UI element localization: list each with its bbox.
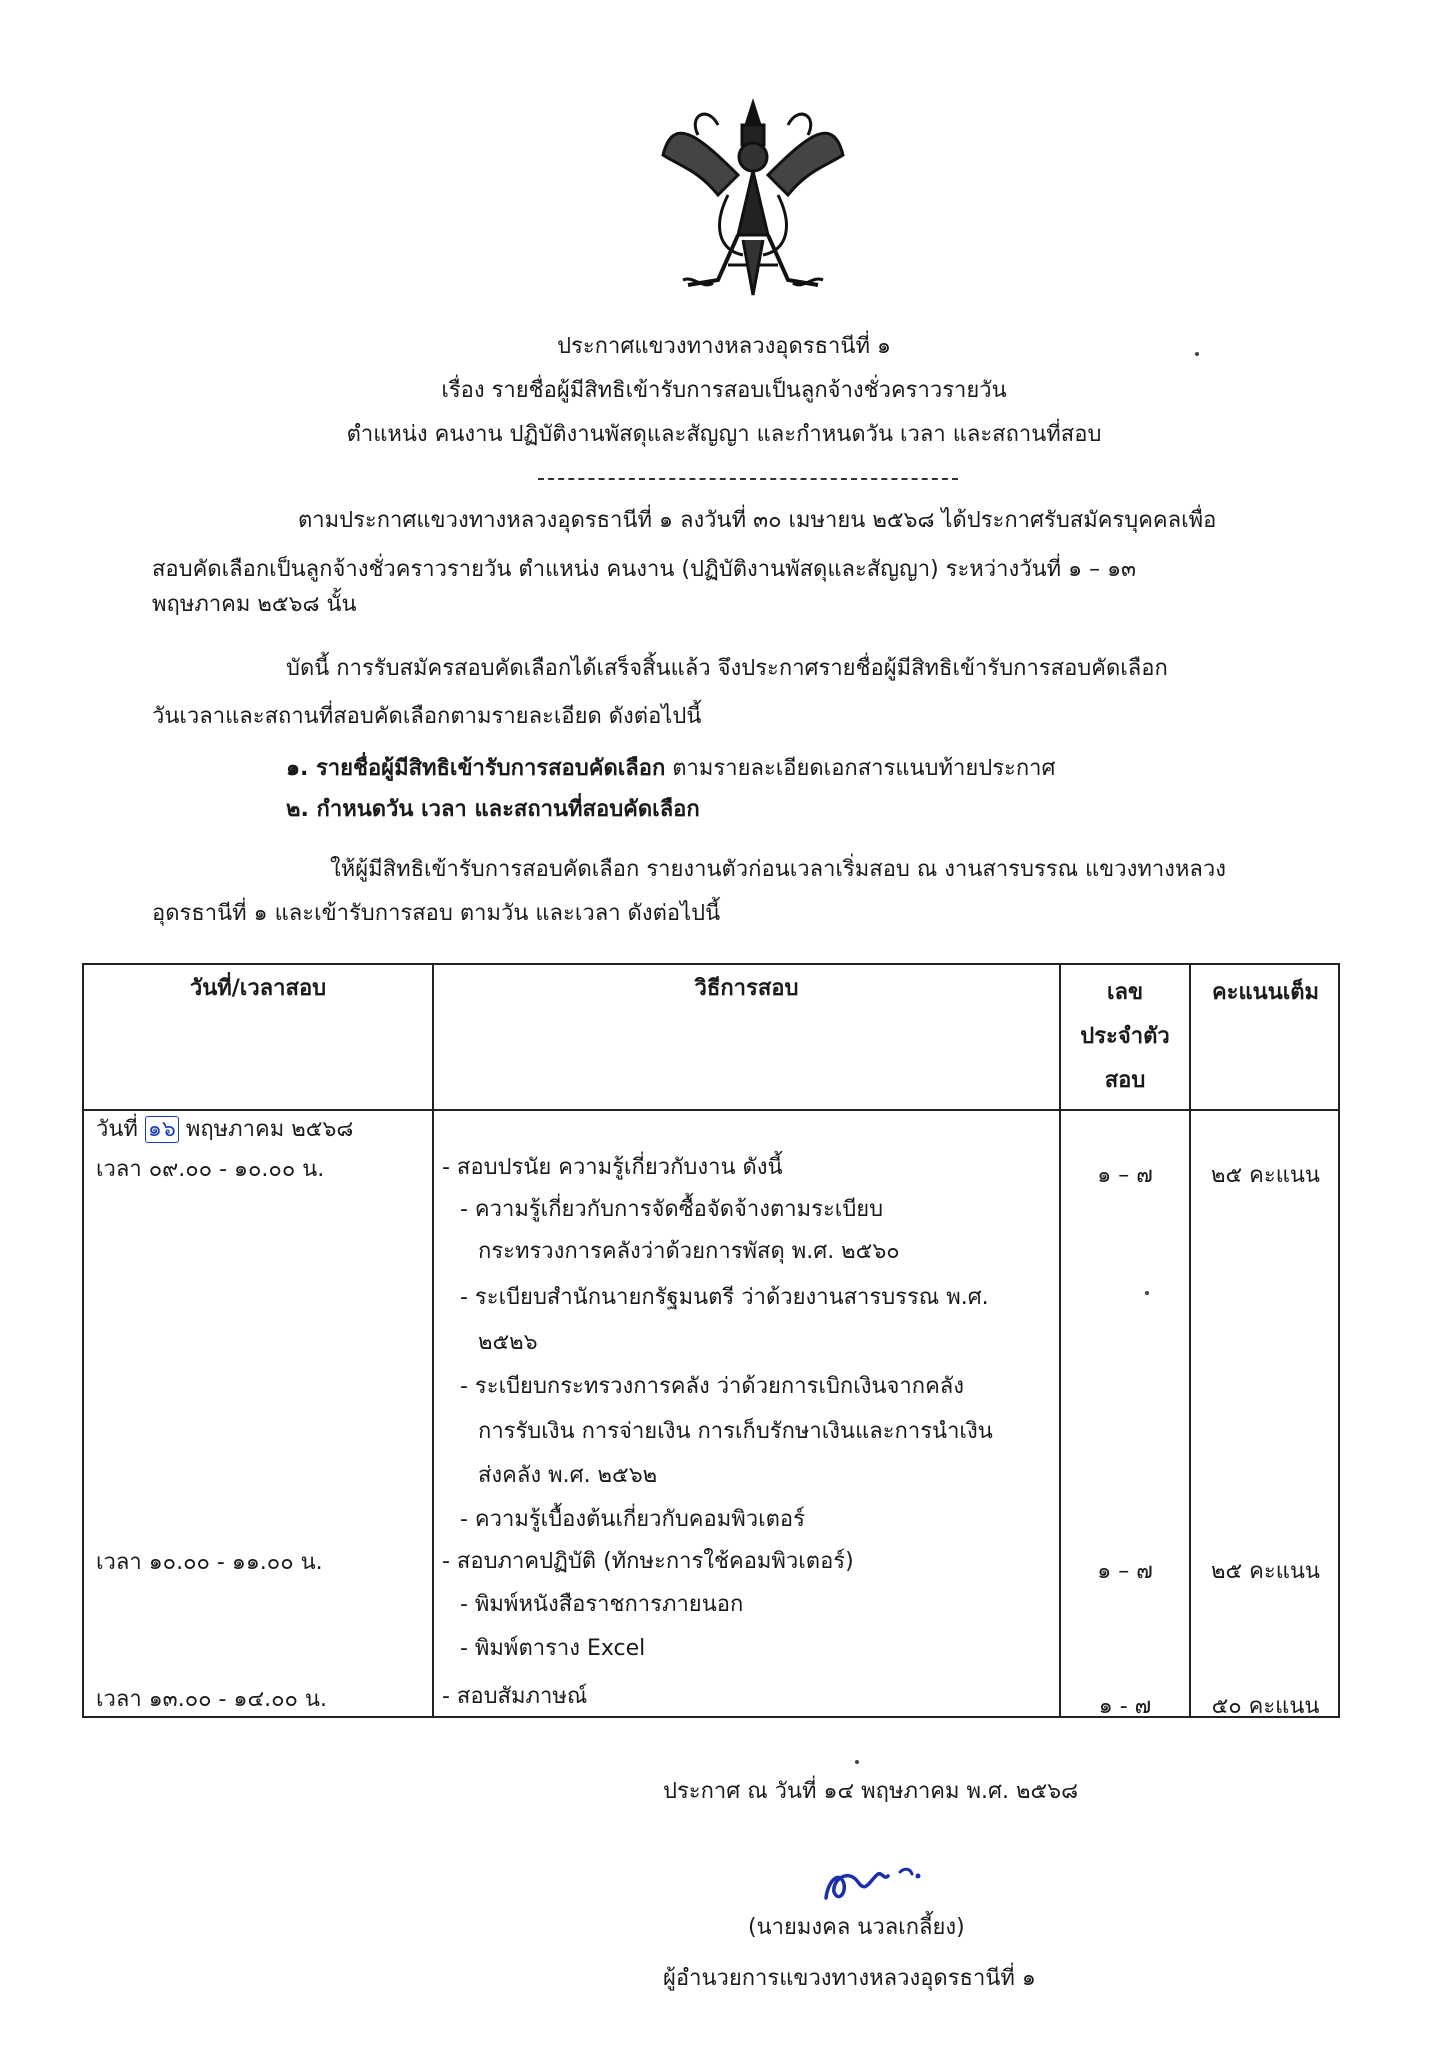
title-divider <box>538 478 958 480</box>
method-line-8: ส่งคลัง พ.ศ. ๒๕๖๒ <box>478 1463 658 1488</box>
time-slot-1: เวลา ๐๙.๐๐ - ๑๐.๐๐ น. <box>96 1157 325 1182</box>
announcement-position: ตำแหน่ง คนงาน ปฏิบัติงานพัสดุและสัญญา และกำหนดวัน เวลา และสถานที่สอบ <box>346 422 1102 447</box>
score-1: ๒๕ คะแนน <box>1211 1163 1320 1188</box>
method-line-4: - ระเบียบสำนักนายกรัฐมนตรี ว่าด้วยงานสารบรรณ พ.ศ. <box>460 1285 989 1310</box>
method-line-1: - สอบปรนัย ความรู้เกี่ยวกับงาน ดังนี้ <box>442 1155 783 1180</box>
paragraph-1-line-1: ตามประกาศแขวงทางหลวงอุดรธานีที่ ๑ ลงวันที่ ๓๐ เมษายน ๒๕๖๘ ได้ประกาศรับสมัครบุคคลเพื่อ <box>298 508 1217 533</box>
announcement-date: ประกาศ ณ วันที่ ๑๔ พฤษภาคม พ.ศ. ๒๕๖๘ <box>663 1779 1079 1804</box>
paragraph-2-line-1: บัดนี้ การรับสมัครสอบคัดเลือกได้เสร็จสิ้นแล้ว จึงประกาศรายชื่อผู้มีสิทธิเข้ารับการสอบคัดเลือก <box>286 656 1168 681</box>
exam-date-rest: พฤษภาคม ๒๕๖๘ <box>178 1117 354 1142</box>
time-slot-3: เวลา ๑๓.๐๐ - ๑๔.๐๐ น. <box>96 1687 327 1712</box>
paragraph-3-line-2: อุดรธานีที่ ๑ และเข้ารับการสอบ ตามวัน และเวลา ดังต่อไปนี้ <box>152 901 721 926</box>
item-1-text: ตามรายละเอียดเอกสารแนบท้ายประกาศ <box>665 756 1056 781</box>
paragraph-1-line-2: สอบคัดเลือกเป็นลูกจ้างชั่วคราวรายวัน ตำแหน่ง คนงาน (ปฏิบัติงานพัสดุและสัญญา) ระหว่างวันที่ ๑ – ๑๓ <box>152 557 1137 582</box>
signature-image <box>818 1850 958 1910</box>
method-line-13: - สอบสัมภาษณ์ <box>442 1684 588 1709</box>
signer-name: (นายมงคล นวลเกลี้ยง) <box>748 1915 965 1940</box>
item-1-heading: ๑. รายชื่อผู้มีสิทธิเข้ารับการสอบคัดเลือก <box>286 756 666 781</box>
time-slot-2: เวลา ๑๐.๐๐ - ๑๑.๐๐ น. <box>96 1550 323 1575</box>
header-exam-id-line-2: ประจำตัว <box>1080 1024 1170 1049</box>
method-line-10: - สอบภาคปฏิบัติ (ทักษะการใช้คอมพิวเตอร์) <box>442 1549 854 1574</box>
exam-id-range-1: ๑ – ๗ <box>1097 1163 1153 1188</box>
exam-date <box>96 1115 353 1145</box>
exam-id-range-2: ๑ – ๗ <box>1097 1559 1153 1584</box>
announcement-org-title: ประกาศแขวงทางหลวงอุดรธานีที่ ๑ <box>557 334 891 359</box>
method-line-9: - ความรู้เบื้องต้นเกี่ยวกับคอมพิวเตอร์ <box>460 1507 805 1532</box>
method-line-3: กระทรวงการคลังว่าด้วยการพัสดุ พ.ศ. ๒๕๖๐ <box>478 1239 900 1264</box>
score-2: ๒๕ คะแนน <box>1211 1559 1320 1584</box>
exam-date-day: ๑๖ <box>145 1116 179 1143</box>
exam-date-label: วันที่ <box>96 1117 138 1142</box>
header-datetime: วันที่/เวลาสอบ <box>189 976 327 1001</box>
paragraph-1-line-3: พฤษภาคม ๒๕๖๘ นั้น <box>152 592 357 617</box>
header-full-score: คะแนนเต็ม <box>1211 980 1320 1005</box>
item-1 <box>286 754 1056 784</box>
scan-speck <box>1145 1291 1149 1295</box>
paragraph-3-line-1: ให้ผู้มีสิทธิเข้ารับการสอบคัดเลือก รายงานตัวก่อนเวลาเริ่มสอบ ณ งานสารบรรณ แขวงทางหลวง <box>330 857 1226 882</box>
exam-id-range-3: ๑ - ๗ <box>1098 1694 1152 1719</box>
method-line-7: การรับเงิน การจ่ายเงิน การเก็บรักษาเงินและการนำเงิน <box>478 1419 993 1444</box>
header-exam-id-line-3: สอบ <box>1104 1068 1146 1093</box>
method-line-12: - พิมพ์ตาราง Excel <box>460 1636 646 1661</box>
scan-speck <box>1195 352 1199 356</box>
exam-schedule-table <box>82 963 1340 1718</box>
method-line-5: ๒๕๒๖ <box>478 1330 538 1355</box>
method-line-11: - พิมพ์หนังสือราชการภายนอก <box>460 1592 744 1617</box>
method-line-2: - ความรู้เกี่ยวกับการจัดซื้อจัดจ้างตามระเบียบ <box>460 1197 884 1222</box>
method-line-6: - ระเบียบกระทรวงการคลัง ว่าด้วยการเบิกเงินจากคลัง <box>460 1374 965 1399</box>
announcement-subject: เรื่อง รายชื่อผู้มีสิทธิเข้ารับการสอบเป็นลูกจ้างชั่วคราวรายวัน <box>441 378 1007 403</box>
scan-speck <box>855 1760 859 1764</box>
score-3: ๕๐ คะแนน <box>1211 1694 1320 1719</box>
header-exam-id-line-1: เลข <box>1106 980 1144 1005</box>
garuda-emblem <box>658 95 848 305</box>
paragraph-2-line-2: วันเวลาและสถานที่สอบคัดเลือกตามรายละเอียด ดังต่อไปนี้ <box>152 704 702 729</box>
signer-title: ผู้อำนวยการแขวงทางหลวงอุดรธานีที่ ๑ <box>663 1966 1036 1991</box>
header-method: วิธีการสอบ <box>694 976 799 1001</box>
item-2-heading: ๒. กำหนดวัน เวลา และสถานที่สอบคัดเลือก <box>286 797 700 822</box>
